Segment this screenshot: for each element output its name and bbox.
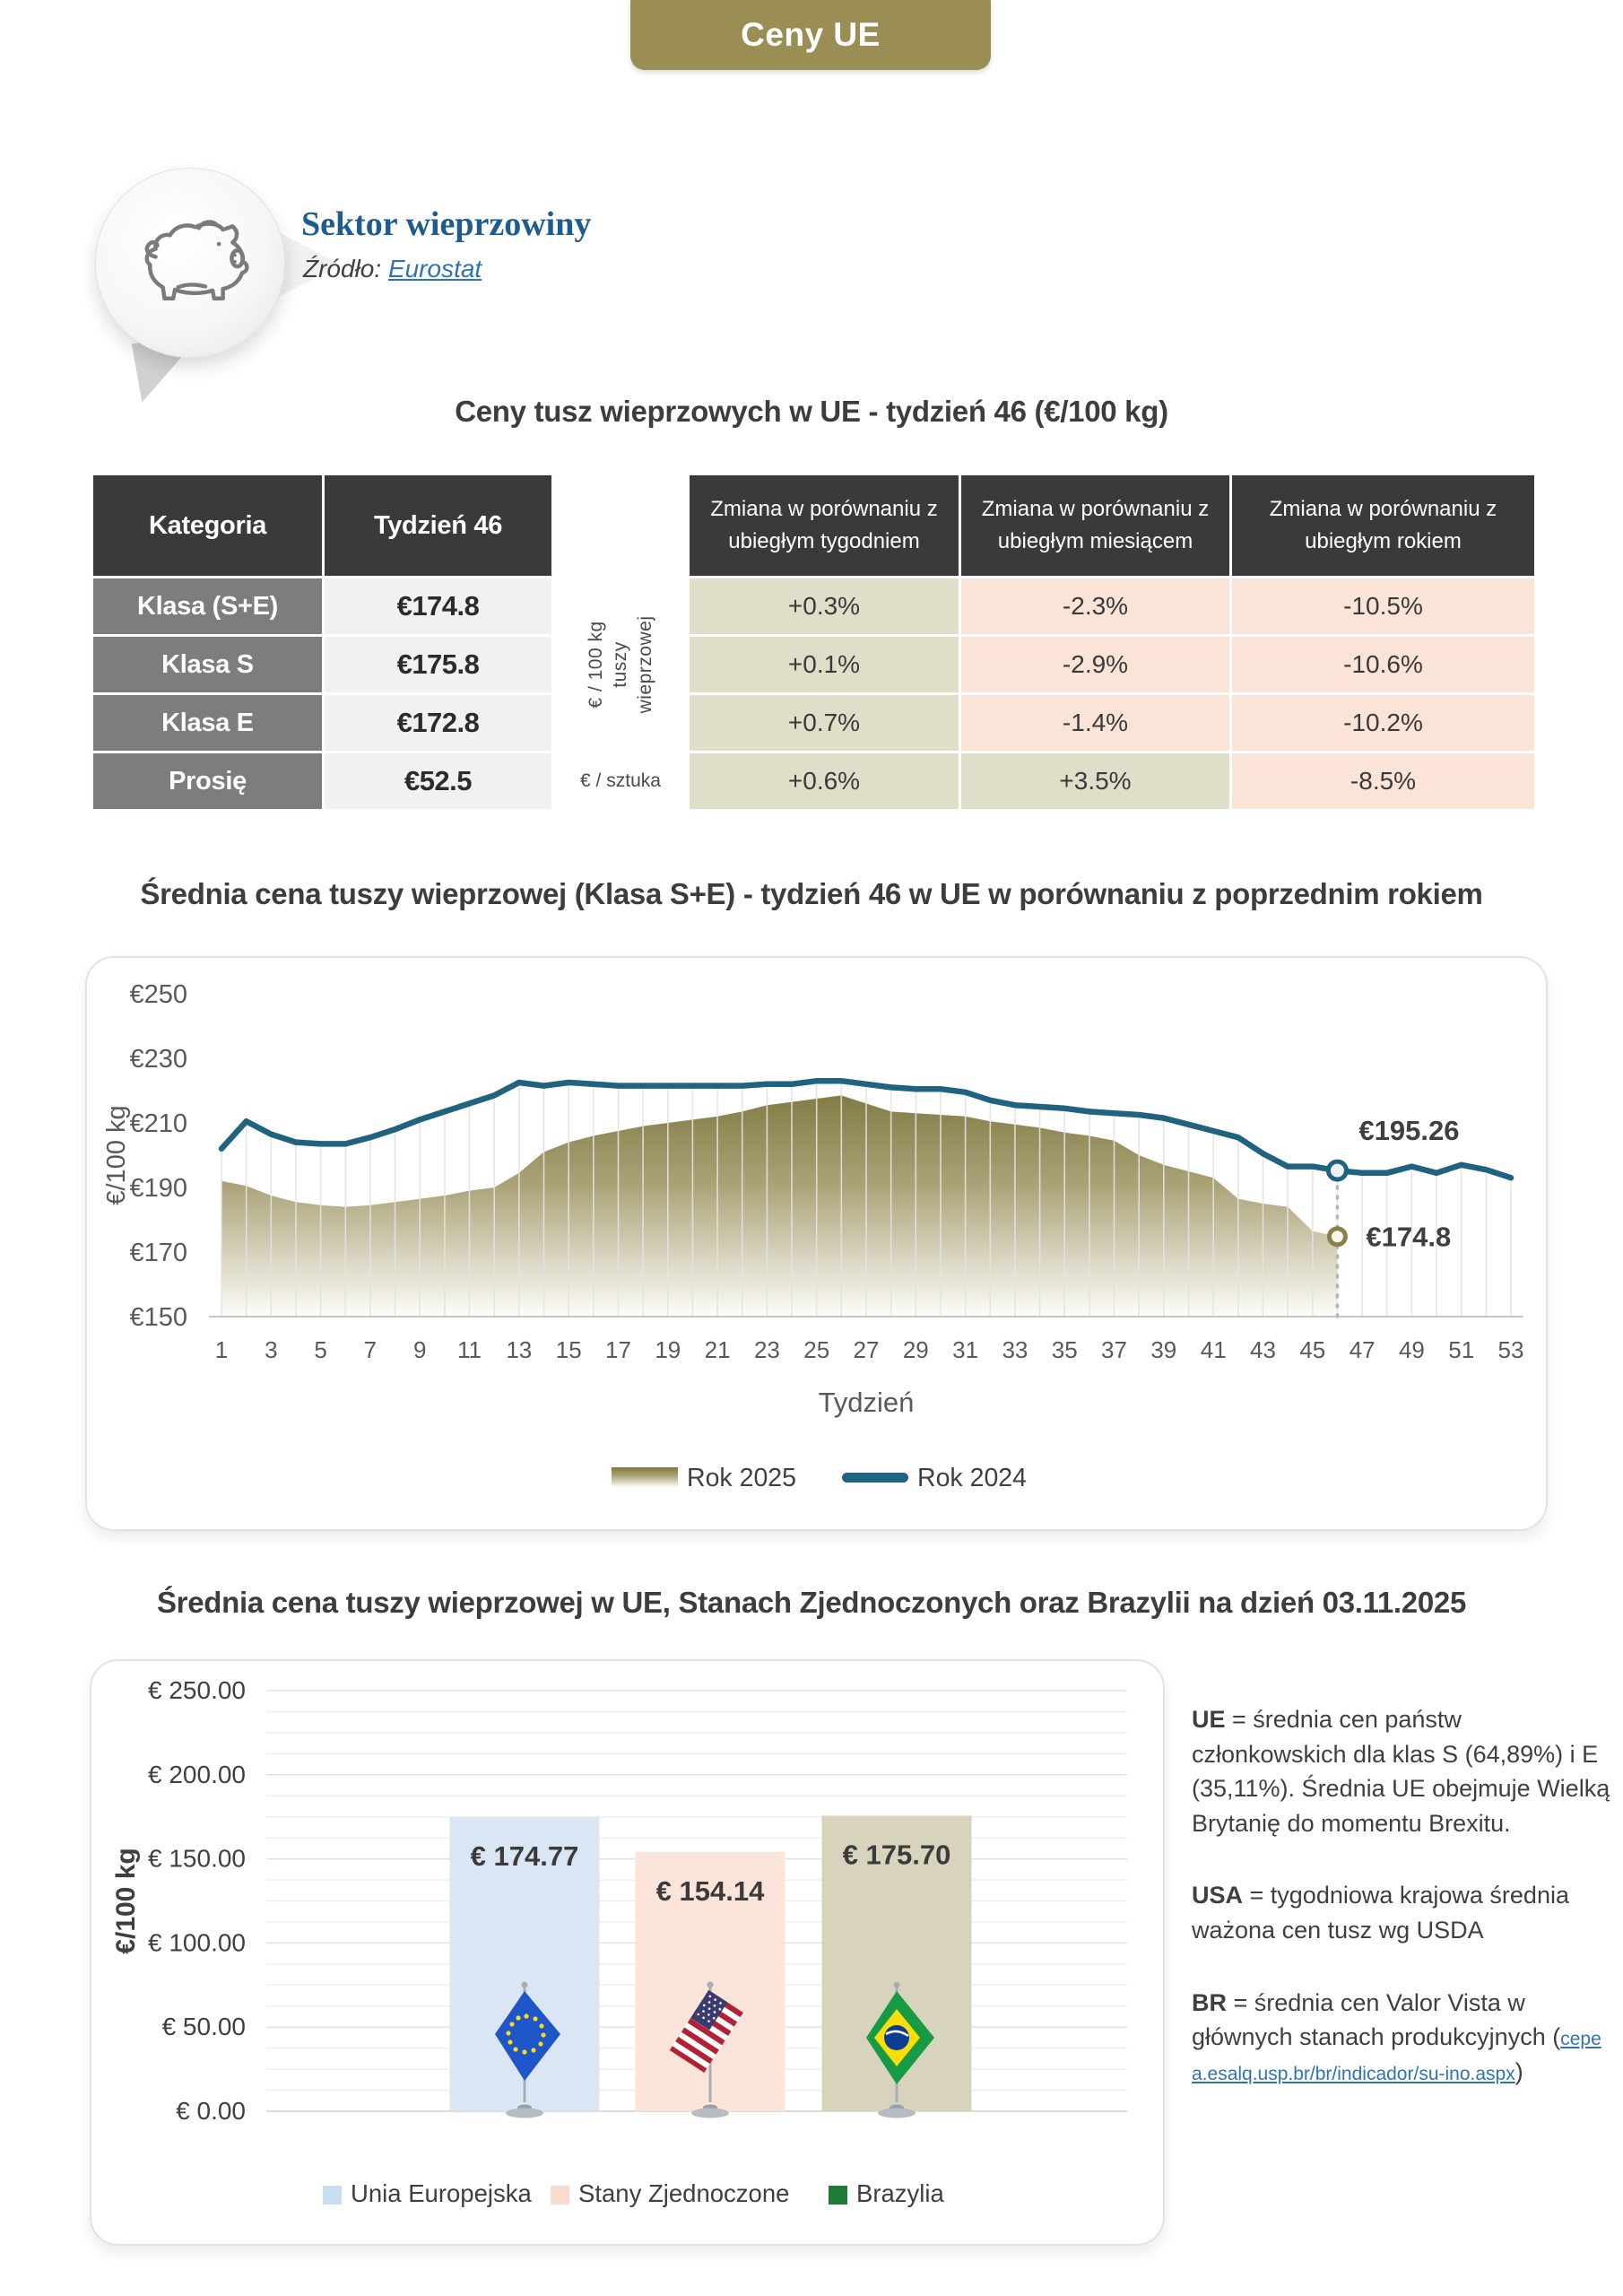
change-week-cell: +0.3% — [690, 578, 959, 634]
source-prefix: Źródło: — [303, 255, 382, 283]
change-year-cell: -10.5% — [1232, 578, 1534, 634]
price-cell: €175.8 — [325, 637, 551, 692]
legend-swatch-2024 — [842, 1473, 908, 1483]
comparison-chart-svg — [91, 1661, 1159, 2240]
x-tick-label: 53 — [1497, 1336, 1524, 1363]
annotation-2025: €174.8 — [1366, 1221, 1452, 1253]
x-tick-label: 39 — [1150, 1336, 1177, 1363]
pig-icon — [122, 207, 258, 319]
legend-label-2024: Rok 2024 — [917, 1464, 1028, 1492]
note-br — [1192, 1986, 1615, 2090]
x-tick-label: 5 — [314, 1336, 327, 1363]
price-cell: €174.8 — [325, 578, 551, 634]
x-tick-label: 43 — [1250, 1336, 1276, 1363]
legend-swatch-usa — [551, 2186, 569, 2205]
y-tick-label: € 150.00 — [148, 1844, 246, 1873]
sector-title: Sektor wieprzowiny — [301, 205, 592, 243]
x-tick-label: 15 — [555, 1336, 582, 1363]
x-tick-label: 27 — [853, 1336, 880, 1363]
x-tick-label: 7 — [363, 1336, 378, 1363]
change-year-cell: -10.6% — [1232, 637, 1534, 692]
y-tick-label: €170 — [129, 1239, 187, 1267]
x-tick-label: 19 — [655, 1336, 681, 1363]
bar-value-label: € 174.77 — [470, 1840, 579, 1873]
change-year-cell: -8.5% — [1232, 753, 1534, 809]
bar-value-label: € 154.14 — [655, 1874, 765, 1907]
x-axis-label: Tydzień — [818, 1387, 915, 1418]
change-year-cell: -10.2% — [1232, 695, 1534, 751]
change-month-cell: -2.3% — [961, 578, 1229, 634]
y-tick-label: €250 — [129, 980, 187, 1009]
legend-label: Stany Zjednoczone — [578, 2179, 790, 2207]
x-tick-label: 47 — [1349, 1336, 1376, 1363]
notes — [1192, 1702, 1615, 2126]
sector-icon-circle — [95, 168, 285, 358]
legend-label: Unia Europejska — [351, 2179, 532, 2207]
x-tick-label: 23 — [753, 1336, 780, 1363]
price-cell: €52.5 — [325, 753, 551, 809]
change-week-cell: +0.7% — [690, 695, 959, 751]
category-cell: Prosię — [93, 753, 322, 809]
x-tick-label: 21 — [704, 1336, 731, 1363]
note-text-after: ) — [1515, 2057, 1523, 2085]
change-week-cell: +0.1% — [690, 637, 959, 692]
change-month-cell: +3.5% — [961, 753, 1229, 809]
comparison-chart-card — [90, 1659, 1165, 2246]
comparison-chart-title: Średnia cena tuszy wieprzowej w UE, Stanach Zjednoczonych oraz Brazylii na dzień 03.11.2025 — [156, 1586, 1467, 1619]
col-header-unit — [554, 475, 687, 576]
y-tick-label: € 200.00 — [148, 1760, 246, 1788]
marker-2024 — [1328, 1161, 1346, 1179]
x-tick-label: 3 — [265, 1336, 278, 1363]
col-header-week: Tydzień 46 — [325, 475, 551, 576]
note-text: = tygodniowa krajowa średnia ważona cen tusz wg USDA — [1192, 1882, 1569, 1944]
x-tick-label: 11 — [457, 1336, 482, 1363]
y-tick-label: € 50.00 — [161, 2013, 246, 2041]
y-axis-label: €/100 kg — [102, 1105, 131, 1205]
y-tick-label: € 0.00 — [176, 2097, 246, 2125]
page-badge-label: Ceny UE — [741, 16, 881, 53]
category-cell: Klasa (S+E) — [93, 578, 322, 634]
note-usa — [1192, 1878, 1615, 1947]
category-cell: Klasa S — [93, 637, 322, 692]
change-month-cell: -2.9% — [961, 637, 1229, 692]
col-header-category: Kategoria — [93, 475, 322, 576]
note-term: USA — [1192, 1882, 1244, 1909]
x-tick-label: 17 — [605, 1336, 631, 1363]
x-tick-label: 49 — [1398, 1336, 1425, 1363]
col-header-change-year: Zmiana w porównaniu z ubiegłym rokiem — [1232, 475, 1534, 576]
col-header-change-week: Zmiana w porównaniu z ubiegłym tygodniem — [690, 475, 959, 576]
marker-2025 — [1329, 1229, 1345, 1245]
source-line — [303, 255, 482, 283]
price-cell: €172.8 — [325, 695, 551, 751]
change-month-cell: -1.4% — [961, 695, 1229, 751]
legend-swatch-brazil — [829, 2186, 847, 2205]
unit-carcass-label: € / 100 kg tuszy wieprzowej — [586, 615, 655, 714]
y-tick-label: €230 — [129, 1045, 187, 1074]
x-tick-label: 1 — [214, 1336, 229, 1363]
change-week-cell: +0.6% — [690, 753, 959, 809]
y-axis-label: €/100 kg — [111, 1848, 141, 1954]
x-tick-label: 25 — [803, 1336, 830, 1363]
x-tick-label: 13 — [506, 1336, 533, 1363]
x-tick-label: 9 — [412, 1336, 427, 1363]
x-tick-label: 31 — [952, 1336, 979, 1363]
x-tick-label: 37 — [1101, 1336, 1127, 1363]
col-header-change-month: Zmiana w porównaniu z ubiegłym miesiącem — [961, 475, 1229, 576]
weekly-chart-title: Średnia cena tuszy wieprzowej (Klasa S+E) - tydzień 46 w UE w porównaniu z poprzednim rokiem — [140, 877, 1483, 910]
legend-label: Brazylia — [856, 2179, 944, 2207]
cepea-link[interactable]: cepea.esalq.usp.br/br/indicador/su-ino.aspx — [1192, 2029, 1601, 2084]
annotation-2024: €195.26 — [1358, 1115, 1460, 1147]
price-table — [93, 475, 1541, 809]
x-tick-label: 33 — [1002, 1336, 1028, 1363]
legend-label-2025: Rok 2025 — [687, 1464, 797, 1492]
x-tick-label: 35 — [1051, 1336, 1078, 1363]
unit-carcass-cell — [554, 578, 687, 751]
y-tick-label: € 100.00 — [148, 1928, 246, 1957]
x-tick-label: 29 — [902, 1336, 929, 1363]
x-tick-label: 51 — [1448, 1336, 1475, 1363]
x-tick-label: 45 — [1299, 1336, 1326, 1363]
note-ue — [1192, 1702, 1615, 1840]
page-badge — [630, 0, 991, 70]
x-tick-label: 41 — [1200, 1336, 1227, 1363]
bar-value-label: € 175.70 — [842, 1839, 951, 1871]
price-table-title: Ceny tusz wieprzowych w UE - tydzień 46 (€/100 kg) — [455, 395, 1168, 428]
weekly-chart-svg — [87, 958, 1542, 1526]
unit-piglet-cell: € / sztuka — [554, 753, 687, 809]
legend-swatch-2025 — [612, 1467, 678, 1487]
note-text: = średnia cen Valor Vista w głównych stanach produkcyjnych ( — [1192, 1988, 1561, 2051]
y-tick-label: €190 — [129, 1174, 187, 1203]
y-tick-label: €150 — [129, 1303, 187, 1332]
note-term: UE — [1192, 1706, 1226, 1733]
eurostat-link[interactable]: Eurostat — [387, 255, 482, 283]
y-tick-label: € 250.00 — [148, 1676, 246, 1704]
weekly-chart-card — [85, 956, 1548, 1531]
y-tick-label: €210 — [129, 1109, 187, 1138]
legend-swatch-eu — [323, 2186, 342, 2205]
category-cell: Klasa E — [93, 695, 322, 751]
note-text: = średnia cen państw członkowskich dla klas S (64,89%) i E (35,11%). Średnia UE obejmuje Wielką Brytanię do momentu Brexitu. — [1192, 1706, 1610, 1837]
note-term: BR — [1192, 1988, 1227, 2016]
